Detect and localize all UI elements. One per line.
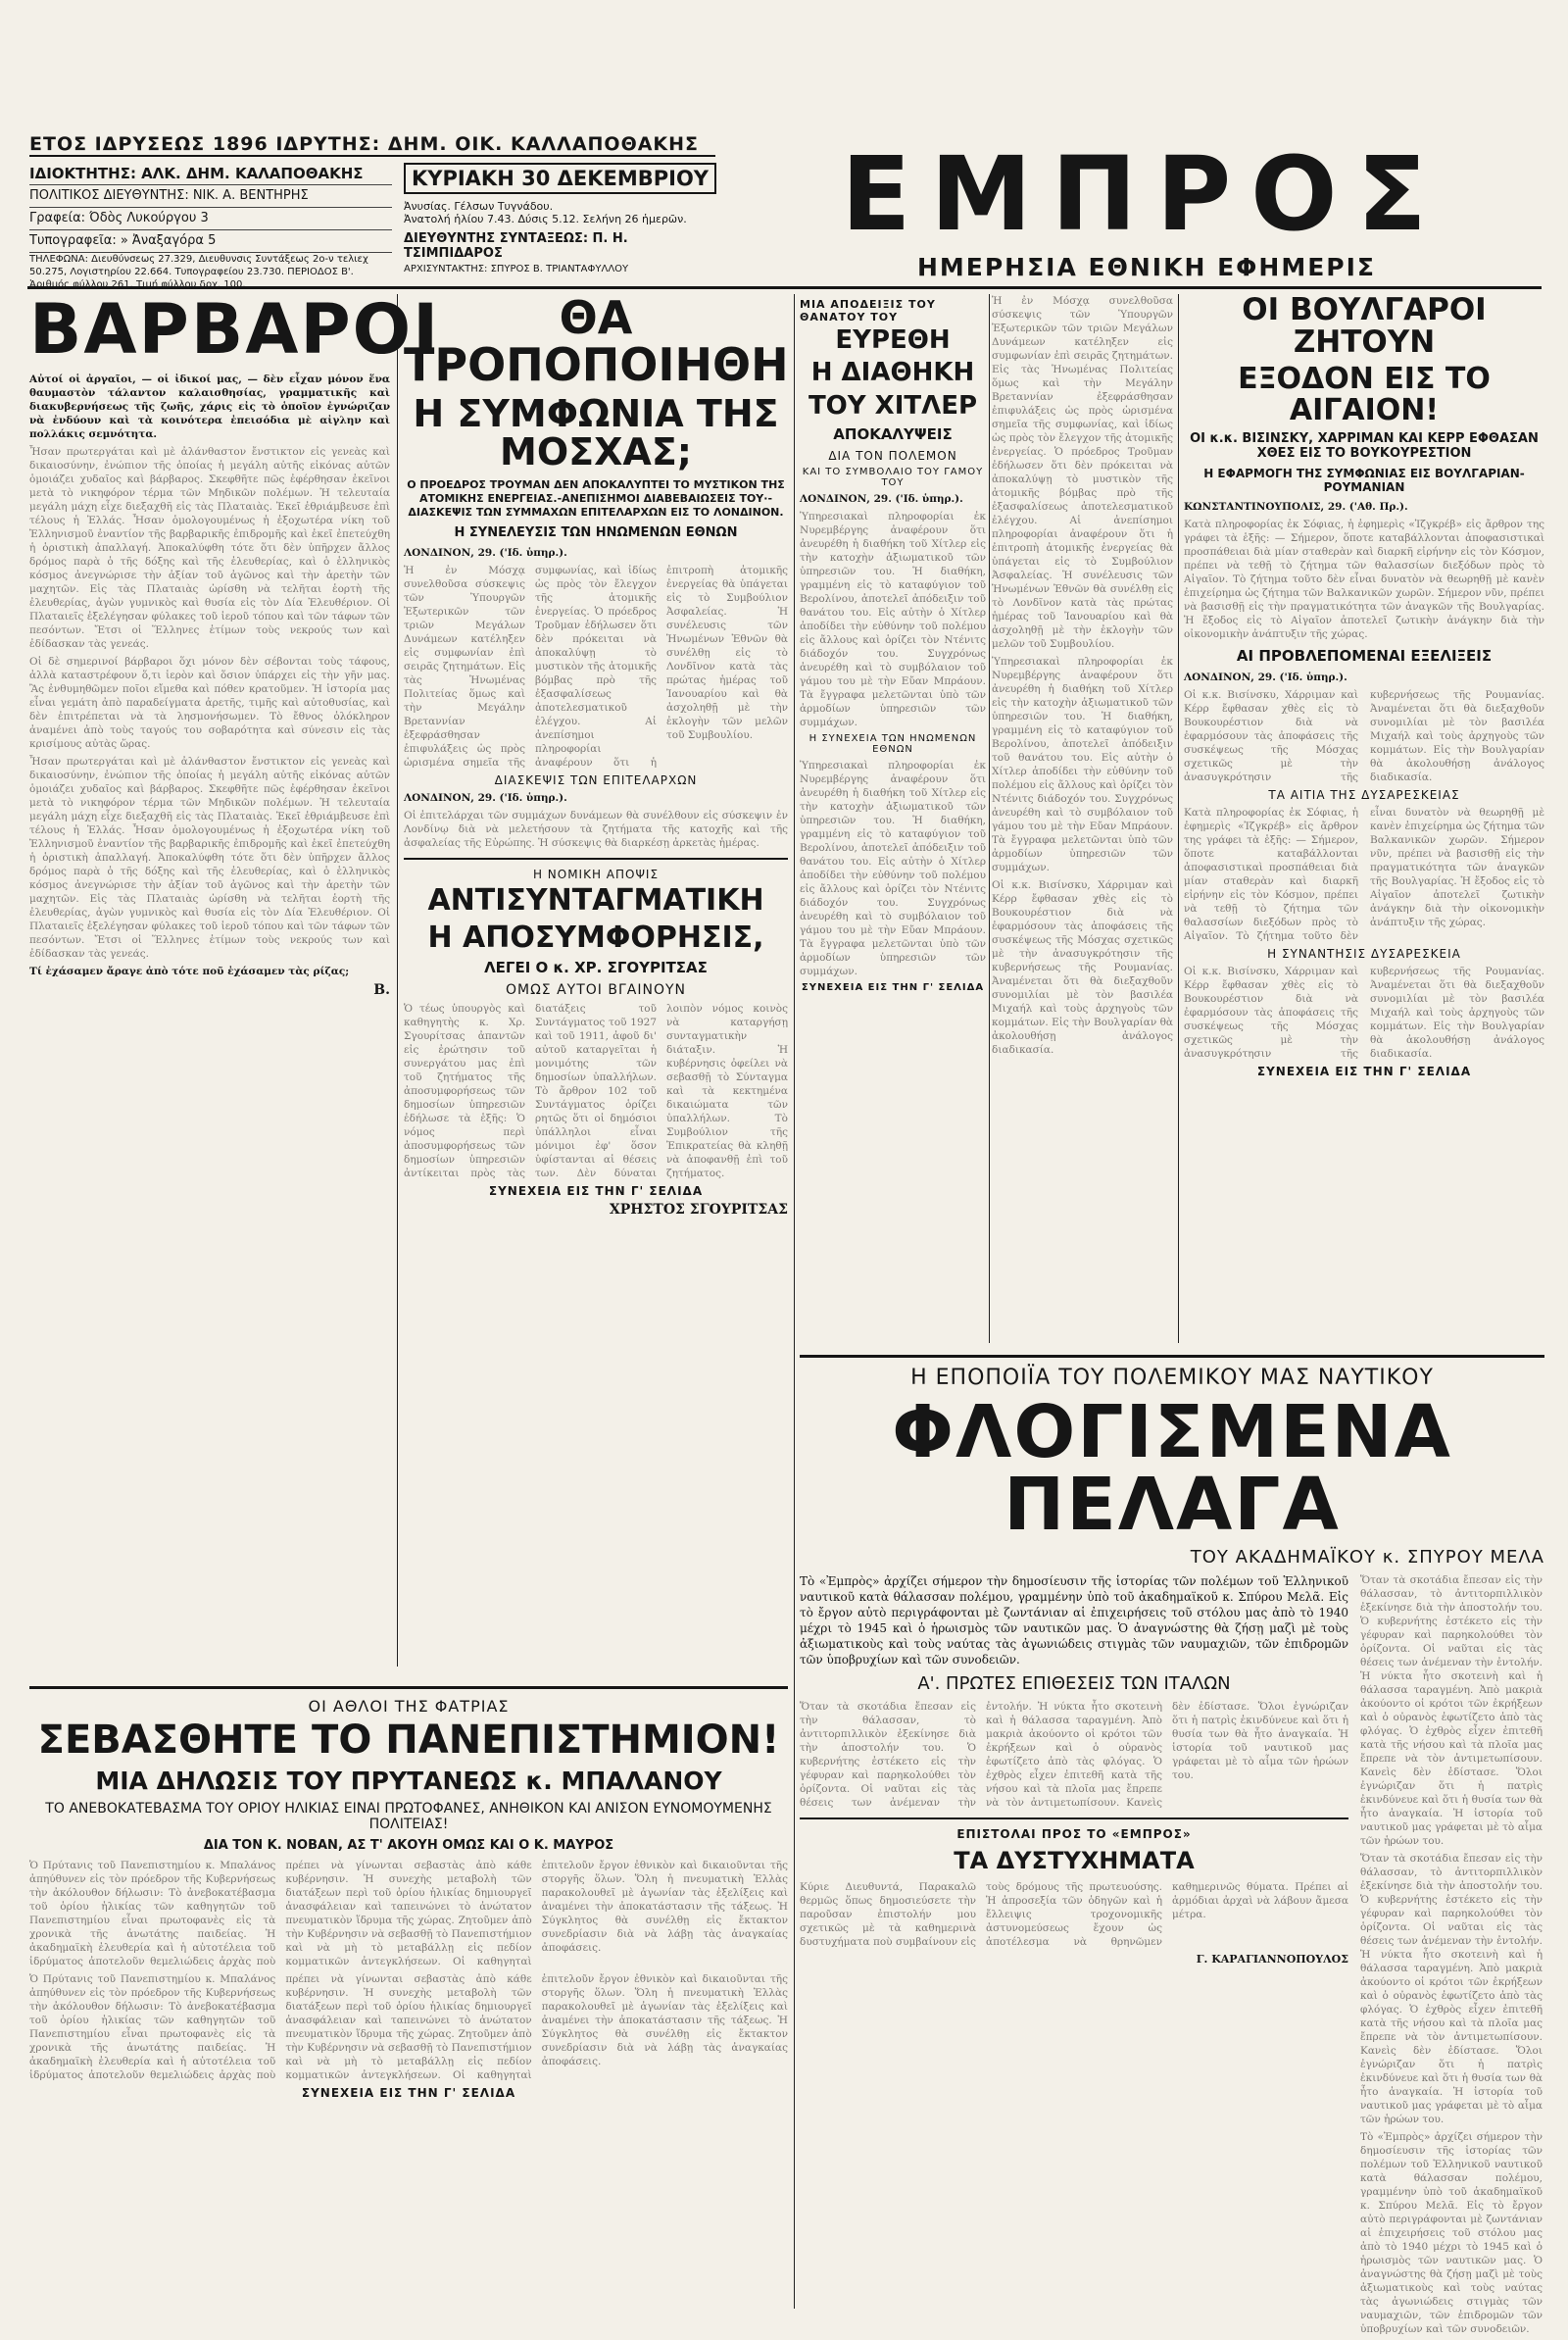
section-rule <box>800 1817 1348 1819</box>
staff-subhead: ΔΙΑΣΚΕΨΙΣ ΤΩΝ ΕΠΙΤΕΛΑΡΧΩΝ <box>494 773 698 788</box>
hitler-body: Ὑπηρεσιακαὶ πληροφορίαι ἐκ Νυρεμβέργης ἀναφέρουν ὅτι ἀνευρέθη ἡ διαθήκη τοῦ Χίτλερ εἰς τὴν κατοχὴν ἀξιωματικοῦ τῶν ὑπηρεσιῶν του. Ἡ διαθήκη, γραμμένη εἰς τὸ καταφύγιον τοῦ Βερολίνου, ἀποτελεῖ ἀπόδειξιν τοῦ θανάτου του. Εἰς αὐτὴν ὁ Χίτλερ ἀποδίδει τὴν εὐθύνην τοῦ πολέμου εἰς ἄλλους καὶ ὁρίζει τὸν Ντένιτς διάδοχόν του. Συγχρόνως ἀνευρέθη καὶ τὸ συμβόλαιον τοῦ γάμου του μὲ τὴν Εὔαν Μπράουν. Τὰ ἔγγραφα μελετῶνται ὑπὸ τῶν ἀρμοδίων ὑπηρεσιῶν τῶν συμμάχων. <box>800 510 986 728</box>
university-body-2: Ὁ Πρύτανις τοῦ Πανεπιστημίου κ. Μπαλάνος ἀπηύθυνεν εἰς τὸν πρόεδρον τῆς Κυβερνήσεως τὴν ἀκόλουθον δήλωσιν: Τὸ ἀνεβοκατέβασμα τοῦ ὁρίου ἡλικίας τῶν καθηγητῶν τοῦ Πανεπιστημίου εἶναι πρωτοφανὲς εἰς τὰ χρονικὰ τῆς ἀνωτάτης παιδείας. Ἡ ἀκαδημαϊκὴ ἐλευθερία καὶ ἡ αὐτοτέλεια τοῦ ἱδρύματος ἀποτελοῦν θεμελιώδεις ἀρχὰς ποὺ πρέπει νὰ γίνωνται σεβαστὰς ἀπὸ κάθε κυβέρνησιν. Ἡ συνεχὴς μεταβολὴ τῶν διατάξεων περὶ τοῦ ὁρίου ἡλικίας δημιουργεῖ ἀνασφάλειαν καὶ ταπεινώνει τὸ ἀνώτατον πνευματικὸν ἵδρυμα τῆς χώρας. Ζητοῦμεν ἀπὸ τὴν Κυβέρνησιν νὰ σεβασθῇ τὸ Πανεπιστήμιον καὶ νὰ μὴ τὸ μεταβάλλῃ εἰς πεδίον κομματικῶν ἀντεγκλήσεων. Οἱ καθηγηταὶ ἐπιτελοῦν ἔργον ἐθνικὸν καὶ δικαιοῦνται τῆς στοργῆς ὅλων. Ὅλη ἡ πνευματικὴ Ἑλλὰς παρακολουθεῖ μὲ ἀγωνίαν τὰς ἐξελίξεις καὶ ἀναμένει τὴν ἀποκατάστασιν τῆς τάξεως. Ἡ Σύγκλητος θὰ συνέλθῃ εἰς ἔκτακτον συνεδρίασιν διὰ νὰ λάβῃ τὰς ἀναγκαίας ἀποφάσεις. <box>29 1973 788 2081</box>
developments-dateline: ΛΟΝΔΙΝΟΝ, 29. ('Ιδ. ὑπηρ.). <box>1184 672 1348 684</box>
printing-line: Τυπογραφεῖα: » Ἀναξαγόρα 5 <box>29 230 392 253</box>
navy-headline: ΦΛΟΓΙΣΜΕΝΑ ΠΕΛΑΓΑ <box>892 1390 1452 1547</box>
legal-headline-1: ΑΝΤΙΣΥΝΤΑΓΜΑΤΙΚΗ <box>427 883 764 919</box>
bulgaria-body: Κατὰ πληροφορίας ἐκ Σόφιας, ἡ ἐφημερὶς «Ἰζγκρέβ» εἰς ἄρθρον της γράφει τὰ ἑξῆς: — Σήμερον, ὅποτε καταβάλλονται ἀποφασιστικαὶ προσπάθειαι διὰ μίαν σταθερὰν καὶ διαρκῆ εἰρήνην εἰς τὸν Κόσμον, πρέπει νὰ τεθῇ τὸ ζήτημα τῶν θαλασσίων διεξόδων πρὸς τὸ Αἰγαῖον. Τὸ ζήτημα τοῦτο δὲν εἶναι δυνατὸν νὰ θεωρηθῇ μὲ κανὲν ἐπιχείρημα ὡς ζήτημα τῶν Βαλκανικῶν χωρῶν. Σήμερον νῦν, πρέπει νὰ βασισθῇ εἰς τὴν πραγματικότητα τῶν ἀναγκῶν τῆς Βουλγαρίας. Ἡ ἔξοδος εἰς τὸ Αἰγαῖον ἀποτελεῖ ζωτικὴν ἀνάγκην διὰ τὴν οἰκονομικὴν ἀνάπτυξιν τῆς χώρας. <box>1184 519 1544 641</box>
letters-body: Κύριε Διευθυντά, Παρακαλῶ θερμῶς ὅπως δημοσιεύσετε τὴν παροῦσαν ἐπιστολήν μου σχετικῶς μὲ τὰ καθημερινὰ δυστυχήματα ποὺ συμβαίνουν εἰς τοὺς δρόμους τῆς πρωτευούσης. Ἡ ἀπροσεξία τῶν ὁδηγῶν καὶ ἡ ἔλλειψις τροχονομικῆς ἀστυνομεύσεως ἔχουν ὡς ἀποτέλεσμα νὰ θρηνῶμεν καθημερινῶς θύματα. Πρέπει αἱ ἁρμόδιαι ἀρχαὶ νὰ λάβουν ἄμεσα μέτρα. <box>800 1881 1348 1948</box>
navy-side-body-3: Τὸ «Ἐμπρὸς» ἀρχίζει σήμερον τὴν δημοσίευσιν τῆς ἱστορίας τῶν πολέμων τοῦ Ἑλληνικοῦ ναυτικοῦ κατὰ θάλασσαν πολέμου, γραμμένην ὑπὸ τοῦ ἀκαδημαϊκοῦ κ. Σπύρου Μελᾶ. Εἰς τὸ ἔργον αὐτὸ περιγράφονται μὲ ζωντάνιαν αἱ ἐπιχειρήσεις τοῦ στόλου μας ἀπὸ τὸ 1940 μέχρι τὸ 1945 καὶ ὁ ἡρωισμὸς τῶν ναυτικῶν μας. Ὁ ἀναγνώστης θὰ ζήσῃ μαζὶ μὲ τοὺς ἀξιωματικοὺς καὶ τοὺς ναύτας τὰς ἀγωνιώδεις στιγμὰς τῶν ναυμαχιῶν, τῶν ἐπιδρομῶν τῶν ὑποβρυχίων καὶ τῶν συνοδειῶν. <box>1360 2131 1543 2335</box>
hitler-kicker: ΜΙΑ ΑΠΟΔΕΙΞΙΣ ΤΟΥ ΘΑΝΑΤΟΥ ΤΟΥ <box>800 298 936 324</box>
newspaper-slogan: ΗΜΕΡΗΣΙΑ ΕΘΝΙΚΗ ΕΦΗΜΕΡΙΣ <box>916 253 1377 281</box>
bulgaria-headline-1: ΟΙ ΒΟΥΛΓΑΡΟΙ ΖΗΤΟΥΝ <box>1242 292 1487 360</box>
hitler-sub-2: ΔΙΑ ΤΟΝ ΠΟΛΕΜΟΝ <box>828 448 957 463</box>
meeting-subhead: Η ΣΥΝΑΝΤΗΣΙΣ ΔΥΣΑΡΕΣΚΕΙΑ <box>1267 947 1461 962</box>
navy-article <box>800 1347 1544 2335</box>
column-divider <box>989 294 990 1343</box>
moscow-body: Ἡ ἐν Μόσχᾳ συνελθοῦσα σύσκεψις τῶν Ὑπουργῶν Ἐξωτερικῶν τῶν τριῶν Μεγάλων Δυνάμεων κατέληξεν εἰς συμφωνίαν ἐπὶ σειρᾶς ζητημάτων. Εἰς τὰς Ἡνωμένας Πολιτείας ὅμως καὶ τὴν Μεγάλην Βρεταννίαν ἐξεφράσθησαν ἐπιφυλάξεις ὡς πρὸς ὡρισμένα σημεῖα τῆς συμφωνίας, καὶ ἰδίως ὡς πρὸς τὸν ἔλεγχον τῆς ἀτομικῆς ἐνεργείας. Ὁ πρόεδρος Τροῦμαν ἐδήλωσεν ὅτι δὲν πρόκειται νὰ ἀποκαλύψῃ τὸ μυστικὸν τῆς ἀτομικῆς βόμβας πρὸ τῆς ἐξασφαλίσεως ἀποτελεσματικοῦ ἐλέγχου. Αἱ ἀνεπίσημοι πληροφορίαι ἀναφέρουν ὅτι ἡ ἐπιτροπὴ ἀτομικῆς ἐνεργείας θὰ ὑπάγεται εἰς τὸ Συμβούλιον Ἀσφαλείας. Ἡ συνέλευσις τῶν Ἡνωμένων Ἐθνῶν θὰ συνέλθῃ εἰς τὸ Λονδῖνον κατὰ τὰς πρώτας ἡμέρας τοῦ Ἰανουαρίου καὶ θὰ ἀσχοληθῇ μὲ τὴν ἐκλογὴν τῶν μελῶν τοῦ Συμβουλίου. <box>404 565 788 770</box>
navy-intro: Τὸ «Ἐμπρὸς» ἀρχίζει σήμερον τὴν δημοσίευσιν τῆς ἱστορίας τῶν πολέμων τοῦ Ἑλληνικοῦ ναυτικοῦ κατὰ θάλασσαν πολέμου, γραμμένην ὑπὸ τοῦ ἀκαδημαϊκοῦ κ. Σπύρου Μελᾶ. Εἰς τὸ ἔργον αὐτὸ περιγράφονται μὲ ζωντάνιαν αἱ ἐπιχειρήσεις τοῦ στόλου μας ἀπὸ τὸ 1940 μέχρι τὸ 1945 καὶ ὁ ἡρωισμὸς τῶν ναυτικῶν μας. Ὁ ἀναγνώστης θὰ ζήσῃ μαζὶ μὲ τοὺς ἀξιωματικοὺς καὶ τοὺς ναύτας τὰς ἀγωνιώδεις στιγμὰς τῶν ναυμαχιῶν, τῶν ἐπιδρομῶν τῶν ὑποβρυχίων καὶ τῶν συνοδειῶν. <box>800 1574 1348 1667</box>
university-deck: ΤΟ ΑΝΕΒΟΚΑΤΕΒΑΣΜΑ ΤΟΥ ΟΡΙΟΥ ΗΛΙΚΙΑΣ ΕΙΝΑΙ ΠΡΩΤΟΦΑΝΕΣ, ΑΝΗΘΙΚΟΝ ΚΑΙ ΑΝΙΣΟΝ ΕΥΝΟΜΟΥΜΕΝΗΣ ΠΟΛΙΤΕΙΑΣ! <box>45 1801 772 1832</box>
phones-line: ΤΗΛΕΦΩΝΑ: Διευθύνσεως 27.329, Διευθυνσις Συντάξεως 2ο-ν τελιεχ 50.275, Λογιστηρίου 22.664. Τυπογραφείου 23.730. ΠΕΡΙΟΔΟΣ Β'. Ἀριθμός φύλλου 261. Τιμή φύλλου δρχ. 100. <box>29 254 368 290</box>
moscow-column <box>404 291 789 1667</box>
column-divider <box>794 294 795 2309</box>
owner-line: ΙΔΙΟΚΤΗΤΗΣ: ΑΛΚ. ΔΗΜ. ΚΑΛΑΠΟΘΑΚΗΣ <box>29 163 392 185</box>
navy-byline: ΤΟΥ ΑΚΑΔΗΜΑΪΚΟΥ κ. ΣΠΥΡΟΥ ΜΕΛΑ <box>1190 1547 1544 1568</box>
developments-subhead: ΑΙ ΠΡΟΒΛΕΠΟΜΕΝΑΙ ΕΞΕΛΙΞΕΙΣ <box>1236 647 1493 666</box>
editorial-body-3: Ἦσαν πρωτεργάται καὶ μὲ ἀλάνθαστον ἔνστικτον εἰς γενεὰς καὶ δικαιοσύνην, ἐνώπιον τῆς ὁποίας ἡ μεγάλη αὐτῆς εἰκόνας αὐτῶν ὁμοιάζει χυδαῖος καὶ βάρβαρος. Σκεφθῆτε πῶς ἐφέρθησαν ἐκεῖνοι μετὰ τὸ νικηφόρον τέρμα τῶν Μηδικῶν πολέμων. Ἡ τελευταία μεγάλη μάχη εἶχε διεξαχθῆ εἰς τὰς Πλαταιὰς. Ἐκεῖ ἐθριάμβευσε ἐπὶ τέλους ἡ Ἑλλάς. Ἦσαν ὁμολογουμένως ἡ ἐξοχωτέρα νίκη τοῦ Ἑλληνισμοῦ ἐναντίον τῆς βαρβαρικῆς ἐπιδρομῆς καὶ ἐκεῖ ἐπετεύχθη ἡ ὁριστικὴ ἀπαλλαγή. Ἀποκαλύφθη τότε ὅτι δὲν ὑπῆρχεν ἄλλος δρόμος παρὰ ὁ τῆς δόξης καὶ τῆς ἐλευθερίας, καὶ ὁ ἑλληνικὸς κόσμος ἀνεγνώρισε τὴν ἀξίαν τοῦ ἀγῶνος καὶ τὴν ἀρετὴν τῶν μαχητῶν. Εἰς τὰς Πλαταιὰς ὡρίσθη νὰ τελῆται ἑορτὴ τῆς ἐλευθερίας, ἀγὼν γυμνικὸς καὶ θυσία εἰς τὸν Δία Ἐλευθέριον. Οἱ Πλαταιεῖς ἐξελέγησαν φύλακες τοῦ ἱεροῦ τόπου καὶ τῶν τάφων τῶν πεσόντων. Ἔτσι οἱ Ἕλληνες ἐτίμων τοὺς νεκρούς των καὶ ἐδίδασκαν τὰς γενεάς. <box>29 755 390 960</box>
legal-headline-2: Η ΑΠΟΣΥΜΦΟΡΗΣΙΣ, <box>427 920 764 955</box>
moscow-dateline: ΛΟΝΔΙΝΟΝ, 29. ('Ιδ. ὑπηρ.). <box>404 547 567 560</box>
bulgaria-deck: ΟΙ κ.κ. ΒΙΣΙΝΣΚΥ, ΧΑΡΡΙΜΑΝ ΚΑΙ ΚΕΡΡ ΕΦΘΑΣΑΝ ΧΘΕΣ ΕΙΣ ΤΟ ΒΟΥΚΟΥΡΕΣΤΙΟΝ <box>1190 431 1539 462</box>
bulgaria-sub: Η ΕΦΑΡΜΟΓΗ ΤΗΣ ΣΥΜΦΩΝΙΑΣ ΕΙΣ ΒΟΥΛΓΑΡΙΑΝ-ΡΟΥΜΑΝΙΑΝ <box>1203 467 1525 495</box>
continuation-body-2: Ὑπηρεσιακαὶ πληροφορίαι ἐκ Νυρεμβέργης ἀναφέρουν ὅτι ἀνευρέθη ἡ διαθήκη τοῦ Χίτλερ εἰς τὴν κατοχὴν ἀξιωματικοῦ τῶν ὑπηρεσιῶν του. Ἡ διαθήκη, γραμμένη εἰς τὸ καταφύγιον τοῦ Βερολίνου, ἀποτελεῖ ἀπόδειξιν τοῦ θανάτου του. Εἰς αὐτὴν ὁ Χίτλερ ἀποδίδει τὴν εὐθύνην τοῦ πολέμου εἰς ἄλλους καὶ ὁρίζει τὸν Ντένιτς διάδοχόν του. Συγχρόνως ἀνευρέθη καὶ τὸ συμβόλαιον τοῦ γάμου του μὲ τὴν Εὔαν Μπράουν. Τὰ ἔγγραφα μελετῶνται ὑπὸ τῶν ἀρμοδίων ὑπηρεσιῶν τῶν συμμάχων. <box>992 656 1173 873</box>
causes-subhead: ΤΑ ΑΙΤΙΑ ΤΗΣ ΔΥΣΑΡΕΣΚΕΙΑΣ <box>1268 788 1460 803</box>
staff-box <box>29 163 392 291</box>
editorial-headline: ΒΑΡΒΑΡΟΙ <box>29 289 441 370</box>
saint-line: Ἀνυσίας. Γέλσων Τυγνάδου. <box>404 200 554 213</box>
bulgaria-continue: ΣΥΝΕΧΕΙΑ ΕΙΣ ΤΗΝ Γ' ΣΕΛΙΔΑ <box>1256 1065 1472 1079</box>
staff-body: Οἱ ἐπιτελάρχαι τῶν συμμάχων δυνάμεων θὰ συνέλθουν εἰς σύσκεψιν ἐν Λονδίνῳ διὰ νὰ μελετήσουν τὰ ζητήματα τῆς κατοχῆς καὶ τῆς ἀσφαλείας τῆς Εὐρώπης. Ἡ σύσκεψις θὰ διαρκέσῃ ἀρκετὰς ἡμέρας. <box>404 810 788 850</box>
hitler-headline-1: ΕΥΡΕΘΗ <box>835 325 951 355</box>
hitler-headline-2: Η ΔΙΑΘΗΚΗ <box>810 358 975 388</box>
legal-subhead: ΟΜΩΣ ΑΥΤΟΙ ΒΓΑΙΝΟΥΝ <box>506 982 686 999</box>
political-director-line: ΠΟΛΙΤΙΚΟΣ ΔΙΕΥΘΥΝΤΗΣ: ΝΙΚ. Α. ΒΕΝΤΗΡΗΣ <box>29 185 392 208</box>
hitler-sub: ΑΠΟΚΑΛΥΨΕΙΣ <box>833 424 953 443</box>
date-block <box>404 163 717 274</box>
editorial-body-2: Οἱ δὲ σημερινοί βάρβαροι ὅχι μόνον δὲν σέβονται τοὺς τάφους, ἀλλὰ καταστρέφουν ὅ,τι ἱερὸν καὶ ὅσιον ὑπάρχει εἰς τὴν γῆν μας. Ἂς ἐνθυμηθῶμεν ποῖοι εἴμεθα καὶ πόθεν κρατοῦμεν. Ἡ ἱστορία μας εἶναι γεμάτη ἀπὸ παραδείγματα ἀρετῆς, τιμῆς καὶ αὐτοθυσίας, καὶ δὲν ἐπιτρέπεται νὰ τὰ λησμονήσωμεν. Τὸ ἔθνος ὁλόκληρον ἀναμένει ἀπὸ τοὺς ταγούς του σοβαρότητα καὶ σύνεσιν εἰς τὰς κρισίμους αὐτὰς ὥρας. <box>29 655 390 750</box>
legal-continue: ΣΥΝΕΧΕΙΑ ΕΙΣ ΤΗΝ Γ' ΣΕΛΙΔΑ <box>488 1184 704 1199</box>
moscow-deck: Ο ΠΡΟΕΔΡΟΣ ΤΡΟΥΜΑΝ ΔΕΝ ΑΠΟΚΑΛΥΠΤΕΙ ΤΟ ΜΥΣΤΙΚΟΝ ΤΗΣ ΑΤΟΜΙΚΗΣ ΕΝΕΡΓΕΙΑΣ.-ΑΝΕΠΙΣΗΜΟΙ ΔΙΑΒΕΒΑΙΩΣΕΙΣ ΤΟΥ·-ΔΙΑΣΚΕΨΙΣ ΤΩΝ ΣΥΜΜΑΧΩΝ ΕΠΙΤΕΛΑΡΧΩΝ ΕΙΣ ΤΟ ΛΟΝΔΙΝΟΝ. <box>407 478 785 520</box>
editorial-column <box>29 289 441 1667</box>
letters-head: ΕΠΙΣΤΟΛΑΙ ΠΡΟΣ ΤΟ «ΕΜΠΡΟΣ» <box>956 1827 1192 1841</box>
continuation-body-3: Οἱ κ.κ. Βισίνσκυ, Χάρριμαν καὶ Κέρρ ἔφθασαν χθὲς εἰς τὸ Βουκουρέστιον διὰ νὰ ἐφαρμόσουν τὰς ἀποφάσεις τῆς συσκέψεως τῆς Μόσχας σχετικῶς μὲ τὴν ἀνασυγκρότησιν τῆς κυβερνήσεως τῆς Ρουμανίας. Ἀναμένεται ὅτι θὰ διεξαχθοῦν συνομιλίαι μὲ τὸν βασιλέα Μιχαήλ καὶ τοὺς ἀρχηγοὺς τῶν κομμάτων. Εἰς τὴν Βουλγαρίαν θὰ ἀκολουθήσῃ ἀνάλογος διαδικασία. <box>992 879 1173 1056</box>
hitler-sub-3: ΚΑΙ ΤΟ ΣΥΜΒΟΛΑΙΟ ΤΟΥ ΓΑΜΟΥ ΤΟΥ <box>802 466 984 488</box>
university-body: Ὁ Πρύτανις τοῦ Πανεπιστημίου κ. Μπαλάνος ἀπηύθυνεν εἰς τὸν πρόεδρον τῆς Κυβερνήσεως τὴν ἀκόλουθον δήλωσιν: Τὸ ἀνεβοκατέβασμα τοῦ ὁρίου ἡλικίας τῶν καθηγητῶν τοῦ Πανεπιστημίου εἶναι πρωτοφανὲς εἰς τὰ χρονικὰ τῆς ἀνωτάτης παιδείας. Ἡ ἀκαδημαϊκὴ ἐλευθερία καὶ ἡ αὐτοτέλεια τοῦ ἱδρύματος ἀποτελοῦν θεμελιώδεις ἀρχὰς ποὺ πρέπει νὰ γίνωνται σεβαστὰς ἀπὸ κάθε κυβέρνησιν. Ἡ συνεχὴς μεταβολὴ τῶν διατάξεων περὶ τοῦ ὁρίου ἡλικίας δημιουργεῖ ἀνασφάλειαν καὶ ταπεινώνει τὸ ἀνώτατον πνευματικὸν ἵδρυμα τῆς χώρας. Ζητοῦμεν ἀπὸ τὴν Κυβέρνησιν νὰ σεβασθῇ τὸ Πανεπιστήμιον καὶ νὰ μὴ τὸ μεταβάλλῃ εἰς πεδίον κομματικῶν ἀντεγκλήσεων. Οἱ καθηγηταὶ ἐπιτελοῦν ἔργον ἐθνικὸν καὶ δικαιοῦνται τῆς στοργῆς ὅλων. Ὅλη ἡ πνευματικὴ Ἑλλὰς παρακολουθεῖ μὲ ἀγωνίαν τὰς ἐξελίξεις καὶ ἀναμένει τὴν ἀποκατάστασιν τῆς τάξεως. Ἡ Σύγκλητος θὰ συνέλθῃ εἰς ἔκτακτον συνεδρίασιν διὰ νὰ λάβῃ τὰς ἀναγκαίας ἀποφάσεις. <box>29 1860 788 1967</box>
letters-signature: Γ. ΚΑΡΑΓΙΑΝΝΟΠΟΥΛΟΣ <box>1196 1953 1348 1966</box>
university-sub: ΜΙΑ ΔΗΛΩΣΙΣ ΤΟΥ ΠΡΥΤΑΝΕΩΣ κ. ΜΠΑΛΑΝΟΥ <box>95 1767 722 1795</box>
editorial-signature: Β. <box>373 981 390 998</box>
bulgaria-headline-2: ΕΞΟΔΟΝ ΕΙΣ ΤΟ ΑΙΓΑΙΟΝ! <box>1238 362 1491 427</box>
meeting-body: Οἱ κ.κ. Βισίνσκυ, Χάρριμαν καὶ Κέρρ ἔφθασαν χθὲς εἰς τὸ Βουκουρέστιον διὰ νὰ ἐφαρμόσουν τὰς ἀποφάσεις τῆς συσκέψεως τῆς Μόσχας σχετικῶς μὲ τὴν ἀνασυγκρότησιν τῆς κυβερνήσεως τῆς Ρουμανίας. Ἀναμένεται ὅτι θὰ διεξαχθοῦν συνομιλίαι μὲ τὸν βασιλέα Μιχαήλ καὶ τοὺς ἀρχηγοὺς τῶν κομμάτων. Εἰς τὴν Βουλγαρίαν θὰ ἀκολουθήσῃ ἀνάλογος διαδικασία. <box>1184 966 1544 1061</box>
bulgaria-column <box>1184 294 1544 1363</box>
navy-side <box>1360 1573 1543 2340</box>
hitler-subhead: Η ΣΥΝΕΧΕΙΑ ΤΩΝ ΗΝΩΜΕΝΩΝ ΕΘΝΩΝ <box>808 732 977 755</box>
navy-chapter: Α'. ΠΡΩΤΕΣ ΕΠΙΘΕΣΕΙΣ ΤΩΝ ΙΤΑΛΩΝ <box>917 1673 1231 1694</box>
bulgaria-dateline: ΚΩΝΣΤΑΝΤΙΝΟΥΠΟΛΙΣ, 29. ('Αθ. Πρ.). <box>1184 501 1408 514</box>
legal-kicker: Η ΝΟΜΙΚΗ ΑΠΟΨΙΣ <box>532 868 660 882</box>
section-rule <box>29 1686 788 1689</box>
newspaper-logo: ΕΜΠΡΟΣ <box>841 134 1446 254</box>
column-divider <box>1178 294 1179 1343</box>
navy-body: Ὅταν τὰ σκοτάδια ἔπεσαν εἰς τὴν θάλασσαν, τὸ ἀντιτορπιλλικὸν ἐξεκίνησε διὰ τὴν ἀποστολήν του. Ὁ κυβερνήτης ἐστέκετο εἰς τὴν γέφυραν καὶ παρηκολούθει τὸν ὁρίζοντα. Οἱ ναῦται εἰς τὰς θέσεις των ἀνέμεναν τὴν ἐντολήν. Ἡ νύκτα ἦτο σκοτεινὴ καὶ ἡ θάλασσα ταραγμένη. Ἀπὸ μακριὰ ἀκούοντο οἱ κρότοι τῶν ἐκρήξεων καὶ ὁ οὐρανὸς ἐφωτίζετο ἀπὸ τὰς φλόγας. Ὁ ἐχθρὸς εἶχεν ἐπιτεθῆ κατὰ τῆς νήσου καὶ τὰ πλοῖα μας ἔπρεπε νὰ τὸν ἀντιμετωπίσουν. Κανεὶς δὲν ἐδίστασε. Ὅλοι ἐγνώριζαν ὅτι ἡ πατρὶς ἐκινδύνευε καὶ ὅτι ἡ θυσία των θὰ ἦτο ἀναγκαία. Ἡ ἱστορία τοῦ ναυτικοῦ μας γράφεται μὲ τὸ αἷμα τῶν ἡρώων του. <box>800 1701 1348 1809</box>
legal-byline: ΛΕΓΕΙ Ο κ. ΧΡ. ΣΓΟΥΡΙΤΣΑΣ <box>484 959 708 977</box>
continuation-column <box>992 294 1173 1333</box>
navy-body-wrap <box>800 1573 1544 2340</box>
university-headline: ΣΕΒΑΣΘΗΤΕ ΤΟ ΠΑΝΕΠΙΣΤΗΜΙΟΝ! <box>37 1718 780 1763</box>
section-rule <box>404 858 788 860</box>
hitler-dateline: ΛΟΝΔΙΝΟΝ, 29. ('Ιδ. ὑπηρ.). <box>800 492 963 505</box>
moscow-headline-2: Η ΣΥΜΦΩΝΙΑ ΤΗΣ ΜΟΣΧΑΣ; <box>413 391 779 474</box>
editorial-lead: Αὐτοί οἱ ἀργαῖοι, — οἱ ἰδικοί μας, — δὲν εἶχαν μόνον ἕνα θαυμαστὸν τάλαντον καλαισθησίας, γραμματικῆς καὶ διακυβερνήσεως τῆς ζωῆς, χάρις εἰς τὸ ὁποῖον ἐγνώριζαν νὰ ἐνδύουν καὶ τὰ κοινότερα ἐπεισόδια μὲ αἰγλην καὶ πολλάκις σεμνότητα. <box>29 373 390 440</box>
legal-body: Ὁ τέως ὑπουργὸς καὶ καθηγητὴς κ. Χρ. Σγουρίτσας ἀπαντῶν εἰς ἐρώτησιν τοῦ συνεργάτου μας ἐπὶ τοῦ ζητήματος τῆς ἀποσυμφορήσεως τῶν δημοσίων ὑπηρεσιῶν ἐδήλωσε τὰ ἑξῆς: Ὁ νόμος περὶ ἀποσυμφορήσεως τῶν δημοσίων ὑπηρεσιῶν ἀντίκειται πρὸς τὰς διατάξεις τοῦ Συντάγματος τοῦ 1927 καὶ τοῦ 1911, ἀφοῦ δι' αὐτοῦ καταργεῖται ἡ μονιμότης τῶν δημοσίων ὑπαλλήλων. Τὸ ἄρθρον 102 τοῦ Συντάγματος ὁρίζει ρητῶς ὅτι οἱ δημόσιοι ὑπάλληλοι εἶναι μόνιμοι ἐφ' ὅσον ὑφίστανται αἱ θέσεις των. Δὲν δύναται λοιπὸν νόμος κοινὸς νὰ καταργήσῃ συνταγματικὴν διάταξιν. Ἡ κυβέρνησις ὀφείλει νὰ σεβασθῇ τὸ Σύνταγμα καὶ τὰ κεκτημένα δικαιώματα τῶν ὑπαλλήλων. Τὸ Συμβούλιον τῆς Ἐπικρατείας θὰ κληθῇ νὰ ἀποφανθῇ ἐπὶ τοῦ ζητήματος. <box>404 1003 788 1180</box>
legal-signature: ΧΡΗΣΤΟΣ ΣΓΟΥΡΙΤΣΑΣ <box>609 1202 788 1219</box>
founded-line: ΕΤΟΣ ΙΔΡΥΣΕΩΣ 1896 ΙΔΡΥΤΗΣ: ΔΗΜ. ΟΙΚ. ΚΑΛΛΑΠΟΘΑΚΗΣ <box>29 133 715 157</box>
navy-side-body-2: Ὅταν τὰ σκοτάδια ἔπεσαν εἰς τὴν θάλασσαν, τὸ ἀντιτορπιλλικὸν ἐξεκίνησε διὰ τὴν ἀποστολήν του. Ὁ κυβερνήτης ἐστέκετο εἰς τὴν γέφυραν καὶ παρηκολούθει τὸν ὁρίζοντα. Οἱ ναῦται εἰς τὰς θέσεις των ἀνέμεναν τὴν ἐντολήν. Ἡ νύκτα ἦτο σκοτεινὴ καὶ ἡ θάλασσα ταραγμένη. Ἀπὸ μακριὰ ἀκούοντο οἱ κρότοι τῶν ἐκρήξεων καὶ ὁ οὐρανὸς ἐφωτίζετο ἀπὸ τὰς φλόγας. Ὁ ἐχθρὸς εἶχεν ἐπιτεθῆ κατὰ τῆς νήσου καὶ τὰ πλοῖα μας ἔπρεπε νὰ τὸν ἀντιμετωπίσουν. Κανεὶς δὲν ἐδίστασε. Ὅλοι ἐγνώριζαν ὅτι ἡ πατρὶς ἐκινδύνευε καὶ ὅτι ἡ θυσία των θὰ ἦτο ἀναγκαία. Ἡ ἱστορία τοῦ ναυτικοῦ μας γράφεται μὲ τὸ αἷμα τῶν ἡρώων του. <box>1360 1853 1543 2125</box>
editorial-body: Ἦσαν πρωτεργάται καὶ μὲ ἀλάνθαστον ἔνστικτον εἰς γενεὰς καὶ δικαιοσύνην, ἐνώπιον τῆς ὁποίας ἡ μεγάλη αὐτῆς εἰκόνας αὐτῶν ὁμοιάζει χυδαῖος καὶ βάρβαρος. Σκεφθῆτε πῶς ἐφέρθησαν ἐκεῖνοι μετὰ τὸ νικηφόρον τέρμα τῶν Μηδικῶν πολέμων. Ἡ τελευταία μεγάλη μάχη εἶχε διεξαχθῆ εἰς τὰς Πλαταιὰς. Ἐκεῖ ἐθριάμβευσε ἐπὶ τέλους ἡ Ἑλλάς. Ἦσαν ὁμολογουμένως ἡ ἐξοχωτέρα νίκη τοῦ Ἑλληνισμοῦ ἐναντίον τῆς βαρβαρικῆς ἐπιδρομῆς καὶ ἐκεῖ ἐπετεύχθη ἡ ὁριστικὴ ἀπαλλαγή. Ἀποκαλύφθη τότε ὅτι δὲν ὑπῆρχεν ἄλλος δρόμος παρὰ ὁ τῆς δόξης καὶ τῆς ἐλευθερίας, καὶ ὁ ἑλληνικὸς κόσμος ἀνεγνώρισε τὴν ἀξίαν τοῦ ἀγῶνος καὶ τὴν ἀρετὴν τῶν μαχητῶν. Εἰς τὰς Πλαταιὰς ὡρίσθη νὰ τελῆται ἑορτὴ τῆς ἐλευθερίας, ἀγὼν γυμνικὸς καὶ θυσία εἰς τὸν Δία Ἐλευθέριον. Οἱ Πλαταιεῖς ἐξελέγησαν φύλακες τοῦ ἱεροῦ τόπου καὶ τῶν τάφων τῶν πεσόντων. Ἔτσι οἱ Ἕλληνες ἐτίμων τοὺς νεκρούς των καὶ ἐδίδασκαν τὰς γενεάς. <box>29 445 390 650</box>
chief-line: ΑΡΧΙΣΥΝΤΑΚΤΗΣ: ΣΠΥΡΟΣ Β. ΤΡΙΑΝΤΑΦΥΛΛΟΥ <box>404 264 629 274</box>
hitler-column <box>800 294 986 1333</box>
office-line: Γραφεία: Όδὸς Λυκούργου 3 <box>29 208 392 230</box>
university-continue: ΣΥΝΕΧΕΙΑ ΕΙΣ ΤΗΝ Γ' ΣΕΛΙΔΑ <box>301 2086 516 2100</box>
column-divider <box>397 294 398 1667</box>
developments-body: Οἱ κ.κ. Βισίνσκυ, Χάρριμαν καὶ Κέρρ ἔφθασαν χθὲς εἰς τὸ Βουκουρέστιον διὰ νὰ ἐφαρμόσουν τὰς ἀποφάσεις τῆς συσκέψεως τῆς Μόσχας σχετικῶς μὲ τὴν ἀνασυγκρότησιν τῆς κυβερνήσεως τῆς Ρουμανίας. Ἀναμένεται ὅτι θὰ διεξαχθοῦν συνομιλίαι μὲ τὸν βασιλέα Μιχαήλ καὶ τοὺς ἀρχηγοὺς τῶν κομμάτων. Εἰς τὴν Βουλγαρίαν θὰ ἀκολουθήσῃ ἀνάλογος διαδικασία. <box>1184 689 1544 784</box>
sun-line: Ἀνατολή ἡλίου 7.43. Δύσις 5.12. Σελήνη 26 ἡμερῶν. <box>404 213 687 225</box>
continuation-body: Ἡ ἐν Μόσχᾳ συνελθοῦσα σύσκεψις τῶν Ὑπουργῶν Ἐξωτερικῶν τῶν τριῶν Μεγάλων Δυνάμεων κατέληξεν εἰς συμφωνίαν ἐπὶ σειρᾶς ζητημάτων. Εἰς τὰς Ἡνωμένας Πολιτείας ὅμως καὶ τὴν Μεγάλην Βρεταννίαν ἐξεφράσθησαν ἐπιφυλάξεις ὡς πρὸς ὡρισμένα σημεῖα τῆς συμφωνίας, καὶ ἰδίως ὡς πρὸς τὸν ἔλεγχον τῆς ἀτομικῆς ἐνεργείας. Ὁ πρόεδρος Τροῦμαν ἐδήλωσεν ὅτι δὲν πρόκειται νὰ ἀποκαλύψῃ τὸ μυστικὸν τῆς ἀτομικῆς βόμβας πρὸ τῆς ἐξασφαλίσεως ἀποτελεσματικοῦ ἐλέγχου. Αἱ ἀνεπίσημοι πληροφορίαι ἀναφέρουν ὅτι ἡ ἐπιτροπὴ ἀτομικῆς ἐνεργείας θὰ ὑπάγεται εἰς τὸ Συμβούλιον Ἀσφαλείας. Ἡ συνέλευσις τῶν Ἡνωμένων Ἐθνῶν θὰ συνέλθῃ εἰς τὸ Λονδῖνον κατὰ τὰς πρώτας ἡμέρας τοῦ Ἰανουαρίου καὶ θὰ ἀσχοληθῇ μὲ τὴν ἐκλογὴν τῶν μελῶν τοῦ Συμβουλίου. <box>992 295 1173 650</box>
university-byline: ΔΙΑ ΤΟΝ Κ. ΝΟΒΑΝ, ΑΣ Τ' ΑΚΟΥΗ ΟΜΩΣ ΚΑΙ Ο Κ. ΜΑΥΡΟΣ <box>203 1838 614 1853</box>
issue-date: ΚΥΡΙΑΚΗ 30 ΔΕΚΕΜΒΡΙΟΥ <box>404 163 716 194</box>
editor-line: ΔΙΕΥΘΥΝΤΗΣ ΣΥΝΤΑΞΕΩΣ: Π. Η. ΤΣΙΜΠΙΔΑΡΟΣ <box>404 231 628 261</box>
section-rule <box>800 1355 1544 1358</box>
hitler-headline-3: ΤΟΥ ΧΙΤΛΕΡ <box>808 390 978 421</box>
university-kicker: ΟΙ ΑΘΛΟΙ ΤΗΣ ΦΑΤΡΙΑΣ <box>308 1697 510 1716</box>
navy-main <box>800 1573 1348 2340</box>
hitler-body-2: Ὑπηρεσιακαὶ πληροφορίαι ἐκ Νυρεμβέργης ἀναφέρουν ὅτι ἀνευρέθη ἡ διαθήκη τοῦ Χίτλερ εἰς τὴν κατοχὴν ἀξιωματικοῦ τῶν ὑπηρεσιῶν του. Ἡ διαθήκη, γραμμένη εἰς τὸ καταφύγιον τοῦ Βερολίνου, ἀποτελεῖ ἀπόδειξιν τοῦ θανάτου του. Εἰς αὐτὴν ὁ Χίτλερ ἀποδίδει τὴν εὐθύνην τοῦ πολέμου εἰς ἄλλους καὶ ὁρίζει τὸν Ντένιτς διάδοχόν του. Συγχρόνως ἀνευρέθη καὶ τὸ συμβόλαιον τοῦ γάμου του μὲ τὴν Εὔαν Μπράουν. Τὰ ἔγγραφα μελετῶνται ὑπὸ τῶν ἀρμοδίων ὑπηρεσιῶν τῶν συμμάχων. <box>800 759 986 977</box>
moscow-headline-1: ΘΑ ΤΡΟΠΟΠΟΙΗΘΗ <box>404 291 789 392</box>
un-subhead: Η ΣΥΝΕΛΕΥΣΙΣ ΤΩΝ ΗΝΩΜΕΝΩΝ ΕΘΝΩΝ <box>454 525 738 541</box>
causes-body: Κατὰ πληροφορίας ἐκ Σόφιας, ἡ ἐφημερὶς «Ἰζγκρέβ» εἰς ἄρθρον της γράφει τὰ ἑξῆς: — Σήμερον, ὅποτε καταβάλλονται ἀποφασιστικαὶ προσπάθειαι διὰ μίαν σταθερὰν καὶ διαρκῆ εἰρήνην εἰς τὸν Κόσμον, πρέπει νὰ τεθῇ τὸ ζήτημα τῶν θαλασσίων διεξόδων πρὸς τὸ Αἰγαῖον. Τὸ ζήτημα τοῦτο δὲν εἶναι δυνατὸν νὰ θεωρηθῇ μὲ κανὲν ἐπιχείρημα ὡς ζήτημα τῶν Βαλκανικῶν χωρῶν. Σήμερον νῦν, πρέπει νὰ βασισθῇ εἰς τὴν πραγματικότητα τῶν ἀναγκῶν τῆς Βουλγαρίας. Ἡ ἔξοδος εἰς τὸ Αἰγαῖον ἀποτελεῖ ζωτικὴν ἀνάγκην διὰ τὴν οἰκονομικὴν ἀνάπτυξιν τῆς χώρας. <box>1184 807 1544 943</box>
university-article <box>29 1678 788 2306</box>
letters-title: ΤΑ ΔΥΣΤΥΧΗΜΑΤΑ <box>954 1847 1195 1874</box>
staff-dateline: ΛΟΝΔΙΝΟΝ, 29. ('Ιδ. ὑπηρ.). <box>404 792 567 805</box>
hitler-continue: ΣΥΝΕΧΕΙΑ ΕΙΣ ΤΗΝ Γ' ΣΕΛΙΔΑ <box>801 981 985 993</box>
navy-kicker: Η ΕΠΟΠΟΙΪΑ ΤΟΥ ΠΟΛΕΜΙΚΟΥ ΜΑΣ ΝΑΥΤΙΚΟΥ <box>910 1366 1434 1390</box>
editorial-closing: Τί ἐχάσαμεν ἄραγε ἀπὸ τότε ποῦ ἐχάσαμεν τὰς ρίζας; <box>29 965 350 977</box>
navy-side-body: Ὅταν τὰ σκοτάδια ἔπεσαν εἰς τὴν θάλασσαν, τὸ ἀντιτορπιλλικὸν ἐξεκίνησε διὰ τὴν ἀποστολήν του. Ὁ κυβερνήτης ἐστέκετο εἰς τὴν γέφυραν καὶ παρηκολούθει τὸν ὁρίζοντα. Οἱ ναῦται εἰς τὰς θέσεις των ἀνέμεναν τὴν ἐντολήν. Ἡ νύκτα ἦτο σκοτεινὴ καὶ ἡ θάλασσα ταραγμένη. Ἀπὸ μακριὰ ἀκούοντο οἱ κρότοι τῶν ἐκρήξεων καὶ ὁ οὐρανὸς ἐφωτίζετο ἀπὸ τὰς φλόγας. Ὁ ἐχθρὸς εἶχεν ἐπιτεθῆ κατὰ τῆς νήσου καὶ τὰ πλοῖα μας ἔπρεπε νὰ τὸν ἀντιμετωπίσουν. Κανεὶς δὲν ἐδίστασε. Ὅλοι ἐγνώριζαν ὅτι ἡ πατρὶς ἐκινδύνευε καὶ ὅτι ἡ θυσία των θὰ ἦτο ἀναγκαία. Ἡ ἱστορία τοῦ ναυτικοῦ μας γράφεται μὲ τὸ αἷμα τῶν ἡρώων του. <box>1360 1574 1543 1847</box>
